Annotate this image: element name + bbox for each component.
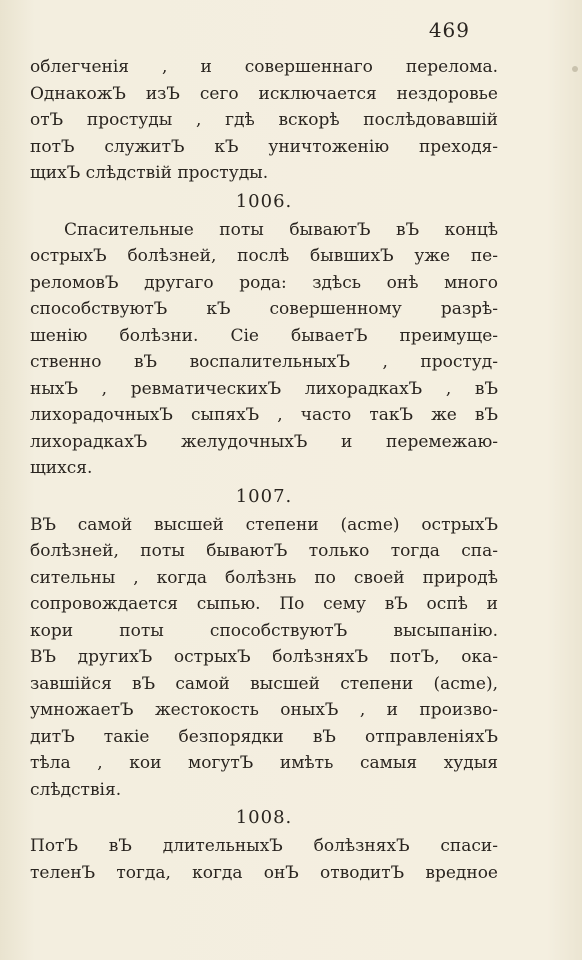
section-1007 [30,482,498,804]
text-line: отЪ простуды , гдѣ вскорѣ послѣдовавшій [30,110,498,130]
section-number: 1007. [235,485,293,507]
text-line: теленЪ тогда, когда онЪ отводитЪ вредное [30,862,498,883]
section-number: 1008. [235,807,293,828]
text-line: щихЪ слѣдствій простуды. [30,163,269,183]
text-line: ВЪ самой высшей степени (acme) острыхЪ [30,514,498,535]
text-line: слѣдствія. [30,779,122,800]
text-line: лихорадочныхЪ сыпяхЪ , часто такЪ же вЪ [30,405,498,425]
text-line: ственно вЪ воспалительныхЪ , простуд- [30,352,498,372]
text-line: Спасительные поты бываютЪ вЪ концѣ [64,219,498,240]
text-line: умножаетЪ жестокость оныхЪ , и произво- [30,700,498,720]
text-line: острыхЪ болѣзней, послѣ бывшихЪ уже пе- [30,246,498,266]
page-number: 469 [428,18,470,42]
text-line: щихся. [30,458,93,478]
section-1006 [30,187,498,482]
text-line: тѣла , кои могутЪ имѣть самыя худыя [30,753,498,773]
text-line: ОднакожЪ изЪ сего исключается нездоровье [30,83,498,104]
text-line: кори поты способствуютЪ высыпанію. [30,620,498,641]
text-line: ВЪ другихЪ острыхЪ болѣзняхЪ потЪ, ока- [30,647,498,667]
text-line: реломовЪ другаго рода: здѣсь онѣ много [30,272,498,293]
section-1008 [30,803,498,886]
page-text [30,54,498,886]
text-line: болѣзней, поты бываютЪ только тогда спа- [30,541,498,561]
text-line: потЪ служитЪ кЪ уничтоженію преходя- [30,136,498,157]
text-line: сительны , когда болѣзнь по своей природѣ [30,567,498,588]
margin-mark [572,66,578,72]
text-line: дитЪ такіе безпорядки вЪ отправленіяхЪ [30,726,498,747]
text-line: шенію болѣзни. Сіе бываетЪ преимуще- [30,325,498,346]
text-line: способствуютЪ кЪ совершенному разрѣ- [30,299,498,319]
paragraph [30,54,498,187]
text-line: завшійся вЪ самой высшей степени (acme), [30,673,498,694]
text-line: лихорадкахЪ желудочныхЪ и перемежаю- [30,431,498,452]
text-line: ПотЪ вЪ длительныхЪ болѣзняхЪ спаси- [30,836,498,856]
section-number: 1006. [235,190,293,212]
text-line: сопровождается сыпью. По сему вЪ оспѣ и [30,594,498,614]
text-line: ныхЪ , ревматическихЪ лихорадкахЪ , вЪ [30,378,498,399]
text-line: облегченія , и совершеннаго перелома. [30,57,498,77]
